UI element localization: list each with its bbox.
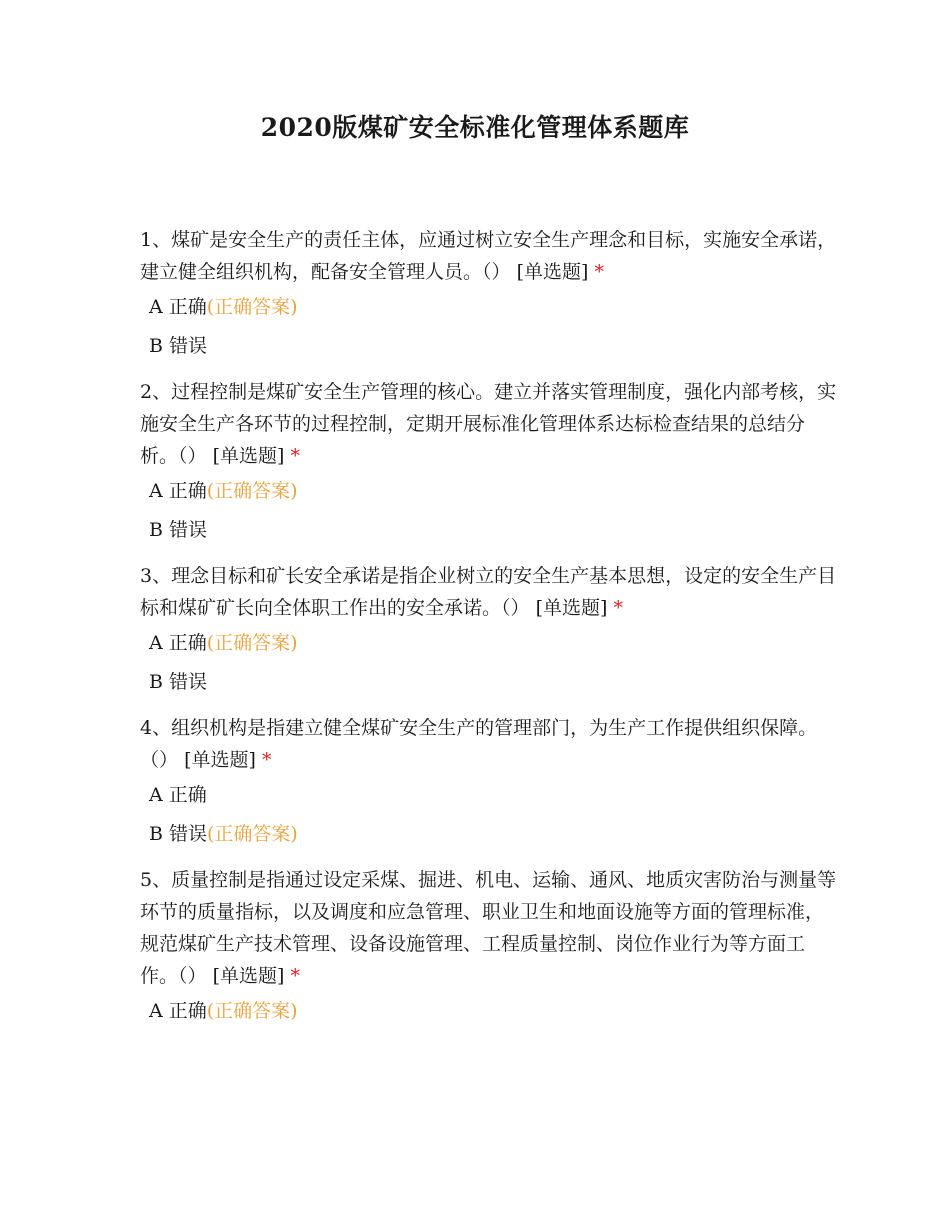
question-text <box>140 560 840 624</box>
option-a[interactable] <box>149 630 840 656</box>
option-b[interactable] <box>149 517 840 543</box>
required-mark: * <box>261 749 272 771</box>
question-text <box>140 864 840 992</box>
required-mark: * <box>613 597 623 619</box>
option-label: A 正确 <box>149 296 207 318</box>
option-label: B 错误 <box>149 335 208 357</box>
option-label: B 错误 <box>149 671 208 693</box>
question-text <box>140 376 840 472</box>
question-stem: 3、理念目标和矿长安全承诺是指企业树立的安全生产基本思想，设定的安全生产目标和煤矿矿长向全体职工作出的安全承诺。（） <box>140 565 837 619</box>
question-list <box>140 224 840 1041</box>
required-mark: * <box>594 261 604 283</box>
question-type-label: [单选题] <box>535 597 608 619</box>
required-mark: * <box>290 965 300 987</box>
question-text <box>140 224 840 288</box>
question-1 <box>140 224 840 359</box>
option-a[interactable] <box>149 294 840 320</box>
option-a[interactable] <box>149 478 840 504</box>
question-4 <box>140 712 840 847</box>
question-stem: 5、质量控制是指通过设定采煤、掘进、机电、运输、通风、地质灾害防治与测量等环节的质量指标，以及调度和应急管理、职业卫生和地面设施等方面的管理标准，规范煤矿生产技术管理、设备设施管理、工程质量控制、岗位作业行为等方面工作。（） <box>140 869 837 987</box>
correct-answer-note: (正确答案) <box>206 632 298 654</box>
question-2 <box>140 376 840 543</box>
correct-answer-note: (正确答案) <box>206 1000 298 1022</box>
question-type-label: [单选题] <box>212 965 285 987</box>
option-a[interactable] <box>149 782 840 808</box>
question-text <box>140 712 840 776</box>
question-stem: 2、过程控制是煤矿安全生产管理的核心。建立并落实管理制度，强化内部考核，实施安全生产各环节的过程控制，定期开展标准化管理体系达标检查结果的总结分析。（） <box>140 381 837 467</box>
option-label: B 错误 <box>149 823 208 845</box>
question-5 <box>140 864 840 1024</box>
question-type-label: [单选题] <box>212 445 285 467</box>
option-a[interactable] <box>149 998 840 1024</box>
option-b[interactable] <box>149 669 840 695</box>
question-stem: 1、煤矿是安全生产的责任主体，应通过树立安全生产理念和目标，实施安全承诺，建立健全组织机构，配备安全管理人员。（） <box>140 229 837 283</box>
option-b[interactable] <box>149 821 840 847</box>
option-label: B 错误 <box>149 519 208 541</box>
document-title: 2020版煤矿安全标准化管理体系题库 <box>260 113 690 142</box>
option-label: A 正确 <box>149 1000 207 1022</box>
option-label: A 正确 <box>149 480 207 502</box>
question-3 <box>140 560 840 695</box>
option-label: A 正确 <box>149 784 207 806</box>
correct-answer-note: (正确答案) <box>207 823 298 845</box>
correct-answer-note: (正确答案) <box>206 296 298 318</box>
option-b[interactable] <box>149 333 840 359</box>
option-label: A 正确 <box>149 632 207 654</box>
question-type-label: [单选题] <box>516 261 589 283</box>
question-type-label: [单选题] <box>184 749 256 771</box>
required-mark: * <box>290 445 300 467</box>
question-stem: 4、组织机构是指建立健全煤矿安全生产的管理部门，为生产工作提供组织保障。（） <box>140 717 818 771</box>
correct-answer-note: (正确答案) <box>206 480 298 502</box>
